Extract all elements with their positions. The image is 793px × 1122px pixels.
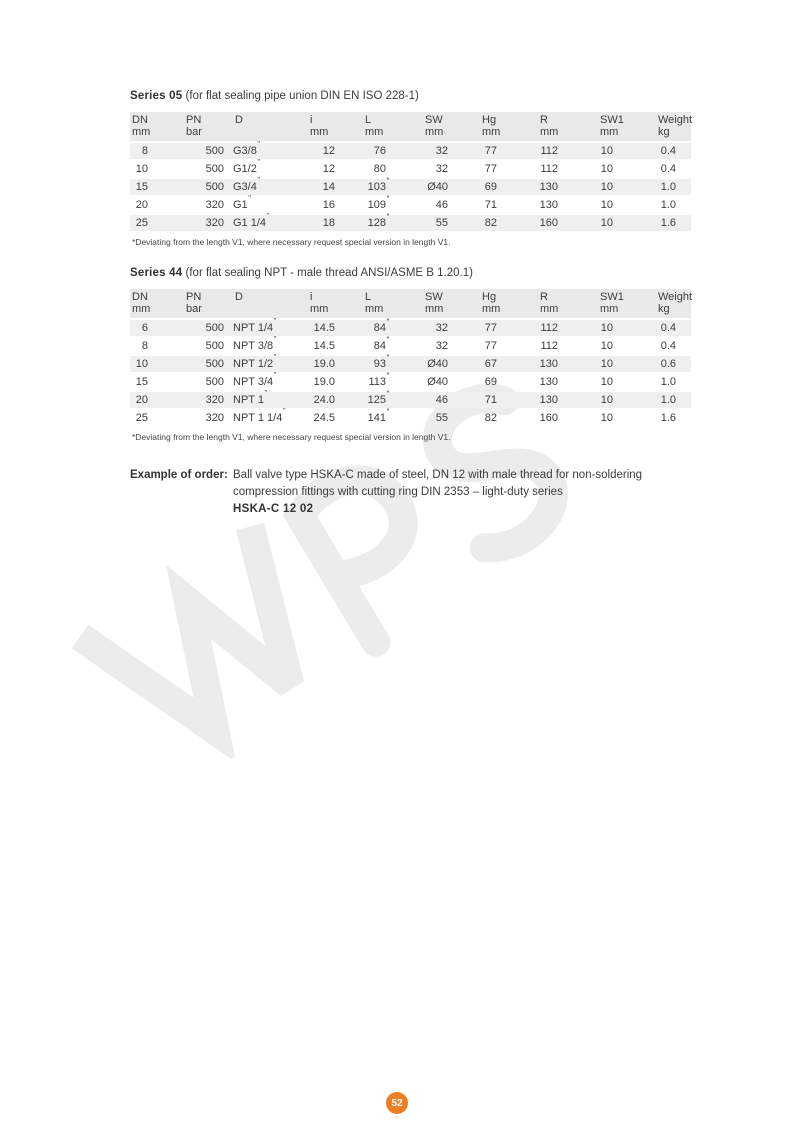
table-cell: 500 <box>205 376 224 388</box>
column-header-i: i mm <box>308 112 363 141</box>
series-44-title-bold: Series 44 <box>130 267 183 279</box>
table-cell: NPT 1/4" <box>233 320 308 336</box>
table-cell: 8 <box>141 340 148 352</box>
table-cell: 69 <box>480 179 538 195</box>
table-cell: Ø40 <box>427 376 448 388</box>
series-05-title <box>130 90 691 103</box>
column-header-hg: Hg mm <box>480 112 538 141</box>
table-row <box>130 410 691 426</box>
table-cell: 113* <box>368 369 390 388</box>
table-cell: 500 <box>205 163 224 175</box>
table-cell: 130 <box>538 356 598 372</box>
table-cell: 0.4 <box>660 340 676 352</box>
table-cell: 1.0 <box>656 392 691 408</box>
table-cell: G3/8" <box>233 143 308 159</box>
table-cell: G3/4" <box>233 179 308 195</box>
table-cell: 84* <box>373 333 390 352</box>
table-cell: NPT 3/8" <box>233 333 277 352</box>
column-header-hg: Hg mm <box>480 289 538 318</box>
column-header-dn: DN mm <box>130 289 184 318</box>
table-cell: 10 <box>600 340 613 352</box>
series-05-footnote: *Deviating from the length V1, where necessary request special version in length V1. <box>132 237 451 247</box>
table-cell: G1/2" <box>233 156 261 175</box>
table-cell: Ø40 <box>423 179 480 195</box>
table-cell: 82 <box>480 215 538 231</box>
table-cell: 1.0 <box>660 199 676 211</box>
order-code: HSKA-C 12 02 <box>233 503 314 515</box>
table-cell: 18 <box>308 215 363 231</box>
series-05-subtitle: (for flat sealing pipe union DIN EN ISO 228-1) <box>182 90 419 102</box>
table-cell: 24.5 <box>313 412 335 424</box>
table-cell: 93* <box>363 356 423 372</box>
column-header-r: R mm <box>538 112 598 141</box>
column-header-weight: Weight kg <box>656 289 691 318</box>
column-header-l: L mm <box>363 289 423 318</box>
column-header-pn: PN bar <box>184 289 233 318</box>
example-of-order-label: Example of order: <box>130 469 228 481</box>
table-cell: 10 <box>135 163 148 175</box>
table-cell: 25 <box>135 412 148 424</box>
table-row <box>130 197 691 213</box>
table-cell: 130 <box>539 199 558 211</box>
table-cell: NPT 3/4" <box>233 369 277 388</box>
table-row <box>130 179 691 195</box>
table-cell: 130 <box>538 392 598 408</box>
table-cell: 46 <box>423 392 480 408</box>
table-cell: 160 <box>538 215 598 231</box>
table-cell: 500 <box>184 320 233 336</box>
example-line-1: Ball valve type HSKA-C made of steel, DN 12 with male thread for non-soldering <box>233 469 643 481</box>
table-cell: 6 <box>130 320 184 336</box>
table-cell: 500 <box>184 179 233 195</box>
series-44-table <box>130 287 691 428</box>
table-cell: 10 <box>598 356 656 372</box>
table-row <box>130 338 691 354</box>
table-cell: 15 <box>135 376 148 388</box>
table-cell: 10 <box>600 376 613 388</box>
table-cell: 32 <box>423 320 480 336</box>
table-cell: 84* <box>363 320 423 336</box>
table-cell: 19.0 <box>308 356 363 372</box>
table-cell: 130 <box>539 376 558 388</box>
table-cell: 10 <box>600 199 613 211</box>
column-header-d: D <box>233 289 308 318</box>
table-cell: 82 <box>484 412 497 424</box>
table-cell: 14.5 <box>308 320 363 336</box>
table-cell: 12 <box>322 163 335 175</box>
series-05-table-header <box>130 112 691 141</box>
table-row <box>130 356 691 372</box>
table-cell: 8 <box>130 143 184 159</box>
series-44-table-header <box>130 289 691 318</box>
table-cell: 130 <box>538 179 598 195</box>
table-cell: 77 <box>484 340 497 352</box>
table-cell: 10 <box>600 412 613 424</box>
table-cell: 1.6 <box>660 412 676 424</box>
column-header-sw: SW mm <box>423 112 480 141</box>
example-line-2: compression fittings with cutting ring DIN 2353 – light-duty series <box>233 486 563 498</box>
series-44-title <box>130 267 691 280</box>
table-cell: 112 <box>538 143 598 159</box>
column-header-sw1: SW1 mm <box>598 289 656 318</box>
table-cell: 500 <box>184 356 233 372</box>
table-cell: 69 <box>484 376 497 388</box>
example-of-order-text <box>232 467 642 518</box>
series-05-title-bold: Series 05 <box>130 90 183 102</box>
table-cell: 320 <box>205 412 224 424</box>
table-row <box>130 215 691 231</box>
table-cell: 14.5 <box>313 340 335 352</box>
table-cell: G1 1/4" <box>233 215 308 231</box>
watermark-letter-w <box>77 527 331 765</box>
series-05-table <box>130 110 691 233</box>
table-cell: 112 <box>540 340 558 352</box>
table-cell: 71 <box>484 199 497 211</box>
table-cell: 112 <box>540 163 558 175</box>
table-cell: 160 <box>539 412 558 424</box>
column-header-d: D <box>233 112 308 141</box>
table-cell: 55 <box>423 215 480 231</box>
table-cell: 10 <box>598 320 656 336</box>
table-cell: 141* <box>367 405 390 424</box>
example-of-order <box>130 467 730 518</box>
table-cell: 128* <box>363 215 423 231</box>
table-cell: 67 <box>480 356 538 372</box>
table-cell: 46 <box>435 199 448 211</box>
table-cell: 10 <box>598 143 656 159</box>
series-44-footnote: *Deviating from the length V1, where necessary request special version in length V1. <box>132 432 451 442</box>
table-cell: 19.0 <box>313 376 335 388</box>
table-cell: 10 <box>130 356 184 372</box>
table-cell: 112 <box>538 320 598 336</box>
table-cell: 15 <box>130 179 184 195</box>
column-header-dn: DN mm <box>130 112 184 141</box>
column-header-r: R mm <box>538 289 598 318</box>
table-cell: 1.6 <box>656 215 691 231</box>
series-05-table-body <box>130 138 691 231</box>
table-cell: 77 <box>480 143 538 159</box>
table-cell: 500 <box>184 143 233 159</box>
table-cell: NPT 1/2" <box>233 356 308 372</box>
table-cell: 14 <box>308 179 363 195</box>
table-row <box>130 320 691 336</box>
column-header-weight: Weight kg <box>656 112 691 141</box>
column-header-i: i mm <box>308 289 363 318</box>
table-cell: 20 <box>130 392 184 408</box>
table-cell: 125* <box>363 392 423 408</box>
table-cell: 16 <box>322 199 335 211</box>
table-cell: 32 <box>423 143 480 159</box>
table-row <box>130 143 691 159</box>
table-cell: 55 <box>435 412 448 424</box>
table-cell: 0.6 <box>656 356 691 372</box>
table-cell: 80 <box>373 163 386 175</box>
table-cell: 32 <box>435 163 448 175</box>
table-cell: 320 <box>184 215 233 231</box>
table-cell: 10 <box>600 163 613 175</box>
table-cell: 103* <box>363 179 423 195</box>
column-header-sw: SW mm <box>423 289 480 318</box>
table-cell: 0.4 <box>656 143 691 159</box>
table-row <box>130 161 691 177</box>
column-header-sw1: SW1 mm <box>598 112 656 141</box>
table-cell: 12 <box>308 143 363 159</box>
table-cell: 320 <box>205 199 224 211</box>
table-cell: 24.0 <box>308 392 363 408</box>
table-cell: 320 <box>184 392 233 408</box>
column-header-l: L mm <box>363 112 423 141</box>
table-cell: 10 <box>598 179 656 195</box>
table-cell: 77 <box>484 163 497 175</box>
table-cell: 10 <box>598 392 656 408</box>
table-cell: 10 <box>598 215 656 231</box>
table-cell: 25 <box>130 215 184 231</box>
table-cell: 109* <box>367 192 390 211</box>
table-cell: 500 <box>205 340 224 352</box>
page-number-badge: 52 <box>386 1092 408 1114</box>
table-cell: 0.4 <box>656 320 691 336</box>
table-cell: 71 <box>480 392 538 408</box>
series-44-table-body <box>130 315 691 426</box>
table-cell: Ø40 <box>423 356 480 372</box>
table-cell: NPT 1 1/4" <box>233 405 286 424</box>
table-cell: 20 <box>135 199 148 211</box>
table-cell: 76 <box>363 143 423 159</box>
table-cell: 77 <box>480 320 538 336</box>
table-cell: 0.4 <box>660 163 676 175</box>
table-cell: G1" <box>233 192 251 211</box>
table-row <box>130 374 691 390</box>
table-cell: 1.0 <box>660 376 676 388</box>
series-05-section <box>130 90 691 247</box>
table-cell: 1.0 <box>656 179 691 195</box>
table-row <box>130 392 691 408</box>
series-44-subtitle: (for flat sealing NPT - male thread ANSI/ASME B 1.20.1) <box>182 267 473 279</box>
column-header-pn: PN bar <box>184 112 233 141</box>
table-cell: 32 <box>435 340 448 352</box>
table-cell: NPT 1" <box>233 392 308 408</box>
series-44-section <box>130 267 691 442</box>
